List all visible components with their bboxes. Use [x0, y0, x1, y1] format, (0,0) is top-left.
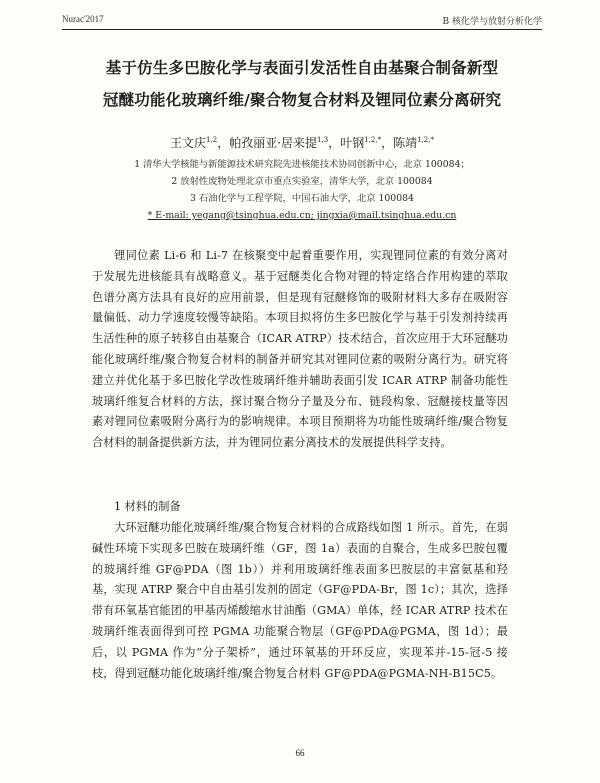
author-list [62, 134, 542, 151]
author-affil: 1,2,* [364, 136, 382, 144]
author-separator: ， [217, 136, 230, 150]
author-separator: ， [381, 136, 394, 150]
running-header [62, 12, 542, 28]
paper-title-line-1: 基于仿生多巴胺化学与表面引发活性自由基聚合制备新型 [105, 59, 499, 77]
affiliation-3: 3 石油化学与工程学院，中国石油大学，北京 100084 [190, 193, 414, 204]
abstract-paragraph: 锂同位素 Li-6 和 Li-7 在核聚变中起着重要作用，实现锂同位素的有效分离对于发展先进核能具有战略意义。基于冠醚类化合物对锂的特定络合作用构建的萃取色谱分离方法具有良好的应用前景，但是现有冠醚修饰的吸附材料大多存在吸附容量偏低、动力学速度较慢等缺陷。本项目拟将仿生多巴胺化学与基于引发剂持续再生活性种的原子转移自由基聚合（ICAR ATRP）技术结合，首次应用于大环冠醚功能化玻璃纤维/聚合物复合材料的制备并研究其对锂同位素的吸附分离行为。研究将建立并优化基于多巴胺化学改性玻璃纤维并辅助表面引发 ICAR ATRP 制备功能性玻璃纤维复合材料的方法，探讨聚合物分子量及分布、链段构象、冠醚接枝量等因素对锂同位素吸附分离行为的影响规律。本项目预期将为功能性玻璃纤维/聚合物复合材料的制备提供新方法，并为锂同位素分离技术的发展提供科学支持。 [92, 249, 508, 450]
corresponding-email[interactable]: * E-mail: yegang@tsinghua.edu.cn; jingxia@mail.tsinghua.edu.cn [147, 210, 457, 221]
paper-title-line-2: 冠醚功能化玻璃纤维/聚合物复合材料及锂同位素分离研究 [102, 91, 502, 109]
affiliation-1: 1 清华大学核能与新能源技术研究院先进核能技术协同创新中心，北京 100084； [134, 159, 470, 170]
author-name: 帕孜丽亚·居来提 [229, 136, 318, 150]
section-label: B 核化学与放射分析化学 [442, 17, 542, 27]
author-affil: 1,3 [317, 136, 329, 144]
body-paragraph: 大环冠醚功能化玻璃纤维/聚合物复合材料的合成路线如图 1 所示。首先，在弱碱性环境下实现多巴胺在玻璃纤维（GF，图 1a）表面的自聚合，生成多巴胺包覆的玻璃纤维 GF@PDA（图 1b））并利用玻璃纤维表面多巴胺层的丰富氨基和羟基，实现 ATRP 聚合中自由基引发剂的固定（GF@PDA-Br，图 1c）；其次，选择带有环氧基官能团的甲基丙烯酸缩水甘油酯（GMA）单体，经 ICAR ATRP 技术在玻璃纤维表面得到可控 PGMA 功能聚合物层（GF@PDA@PGMA，图 1d）；最后，以 PGMA 作为“分子架桥”，通过环氧基的开环反应，实现苯并-15-冠-5 接枝，得到冠醚功能化玻璃纤维/聚合物复合材料 GF@PDA@PGMA-NH-B15C5。 [92, 521, 508, 680]
author-separator: ， [328, 136, 341, 150]
page-number: 66 [295, 748, 305, 758]
header-rule [62, 29, 542, 30]
author-name: 陈靖 [393, 136, 418, 150]
conference-label: Nurac'2017 [62, 14, 104, 24]
section-heading: 1 材料的制备 [114, 500, 181, 513]
author-name: 王文庆 [170, 136, 207, 150]
author-affil: 1,2,* [417, 136, 434, 144]
author-name: 叶钢 [340, 136, 365, 150]
affiliation-2: 2 放射性废物处理北京市重点实验室，清华大学，北京 100084 [171, 176, 433, 187]
author-affil: 1,2 [206, 136, 218, 144]
